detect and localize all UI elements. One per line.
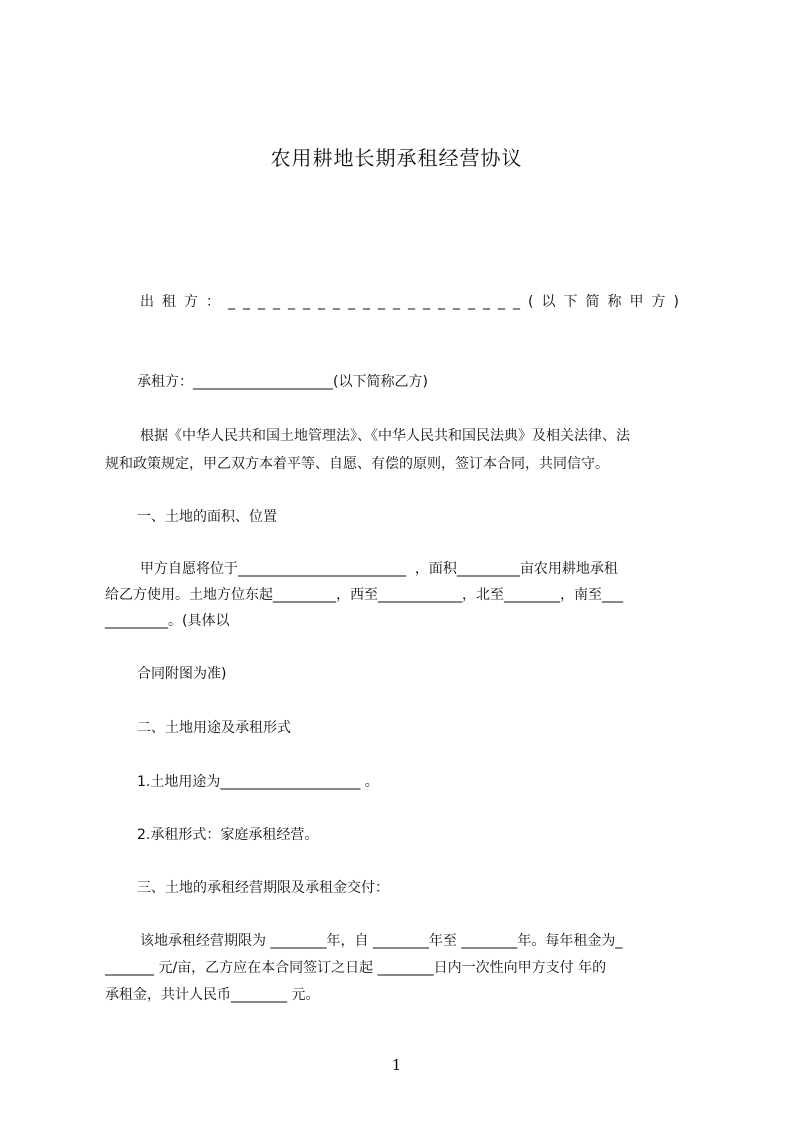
section-1-line-1: 甲方自愿将位于________________________ ，面积_________亩农用耕地承租 xyxy=(140,561,618,577)
section-1-line-2: 给乙方使用。土地方位东起_________，西至____________，北至________，南至___ xyxy=(105,587,623,603)
lessee-line: 承租方：____________________(以下简称乙方) xyxy=(137,374,428,390)
section-1-line-3: _________。(具体以 xyxy=(105,613,230,629)
section-2-item-2: 2.承租形式：家庭承租经营。 xyxy=(137,827,319,843)
section-1-heading: 一、土地的面积、位置 xyxy=(137,509,277,525)
section-3-line-2: _______ 元/亩，乙方应在本合同签订之日起 ________日内一次性向甲方支付 年的 xyxy=(105,960,607,976)
intro-paragraph-line-2: 规和政策规定，甲乙双方本着平等、自愿、有偿的原则，签订本合同，共同信守。 xyxy=(105,456,609,472)
section-3-line-3: 承租金，共计人民币________ 元。 xyxy=(105,987,320,1003)
lessor-line: 出租方：____________________(以下简称甲方) xyxy=(140,294,687,310)
intro-paragraph-line-1: 根据《中华人民共和国土地管理法》、《中华人民共和国民法典》及相关法律、法 xyxy=(140,428,630,444)
section-3-line-1: 该地承租经营期限为 ________年，自 ________年至 ________年。每年租金为_ xyxy=(140,933,623,949)
section-1-line-4: 合同附图为准) xyxy=(137,666,227,682)
section-2-item-1: 1.土地用途为____________________ 。 xyxy=(137,774,379,790)
document-title: 农用耕地长期承租经营协议 xyxy=(270,146,523,170)
section-3-heading: 三、土地的承租经营期限及承租金交付： xyxy=(137,880,389,896)
section-2-heading: 二、土地用途及承租形式 xyxy=(137,720,291,736)
page-number: 1 xyxy=(391,1056,402,1074)
